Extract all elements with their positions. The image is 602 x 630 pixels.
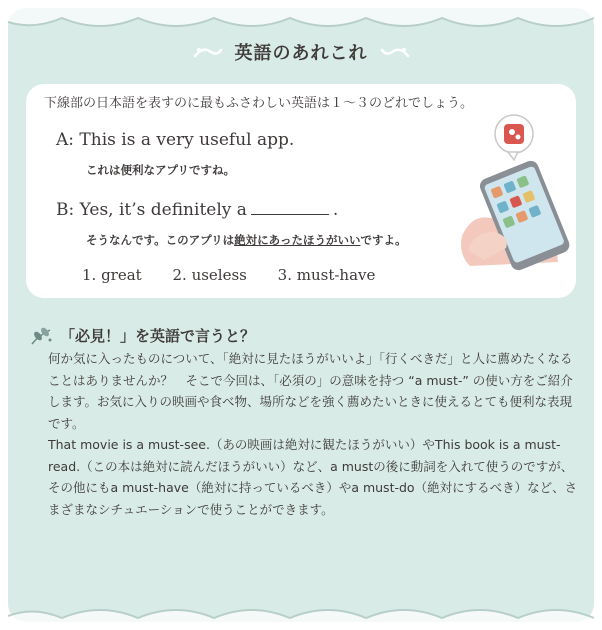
- paragraph-1: 何か気に入ったものについて、「絶対に見たほうがいいよ」「行くべきだ」と人に薦めたくなることはありませんか？ そこで今回は、「必須の」の意味を持つ “a must-” の使い方をご紹介します。お気に入りの映画や食べ物、場所などを強く薦めたいときに使えるとても便利な表現です。: [48, 351, 573, 431]
- answer-choices: [82, 266, 401, 284]
- header-title: 英語のあれこれ: [234, 43, 368, 64]
- quiz-instruction: 下線部の日本語を表すのに最もふさわしい英語は１〜３のどれでしょう。: [44, 96, 474, 111]
- phone-hand-illustration: [454, 114, 572, 274]
- section-title: 「必見！」を英語で言うと？: [60, 327, 256, 345]
- line-b-text: Yes, it’s definitely a: [79, 200, 247, 220]
- quiz-card: [26, 84, 576, 298]
- line-b-jp-underlined: 絶対にあったほうがいい: [234, 233, 361, 247]
- dialogue-line-a: [56, 130, 294, 150]
- bottom-scallop-border: [0, 598, 602, 628]
- flourish-left-icon: [193, 42, 223, 62]
- line-b-translation: [86, 232, 407, 248]
- choice-1: 1. great: [82, 266, 142, 284]
- flourish-right-icon: [380, 42, 410, 62]
- dialogue-line-b: [56, 200, 338, 220]
- section-body: [48, 348, 578, 520]
- line-b-period: .: [332, 200, 339, 220]
- line-a-translation: これは便利なアプリですね。: [86, 163, 236, 177]
- line-b-jp-after: ですよ。: [360, 233, 407, 247]
- speaker-b-label: B:: [56, 200, 75, 220]
- leaf-sprig-icon: [30, 326, 54, 346]
- header: [0, 34, 602, 70]
- paragraph-2: That movie is a must-see.（あの映画は絶対に観たほうがいい）やThis book is a must-read.（この本は絶対に読んだほうがいい）など、a mustの後に動詞を入れて使うのですが、その他にもa must-have（絶対に持っているべき）やa must-do（絶対にするべき）など、さまざまなシチュエーションで使うことができます。: [48, 437, 578, 517]
- section-heading: [30, 325, 255, 346]
- choice-3: 3. must-have: [277, 266, 376, 284]
- line-a-text: This is a very useful app.: [79, 130, 295, 150]
- line-b-jp-before: そうなんです。このアプリは: [86, 233, 235, 247]
- choice-2: 2. useless: [172, 266, 247, 284]
- speaker-a-label: A:: [56, 130, 75, 150]
- answer-blank: [251, 200, 329, 215]
